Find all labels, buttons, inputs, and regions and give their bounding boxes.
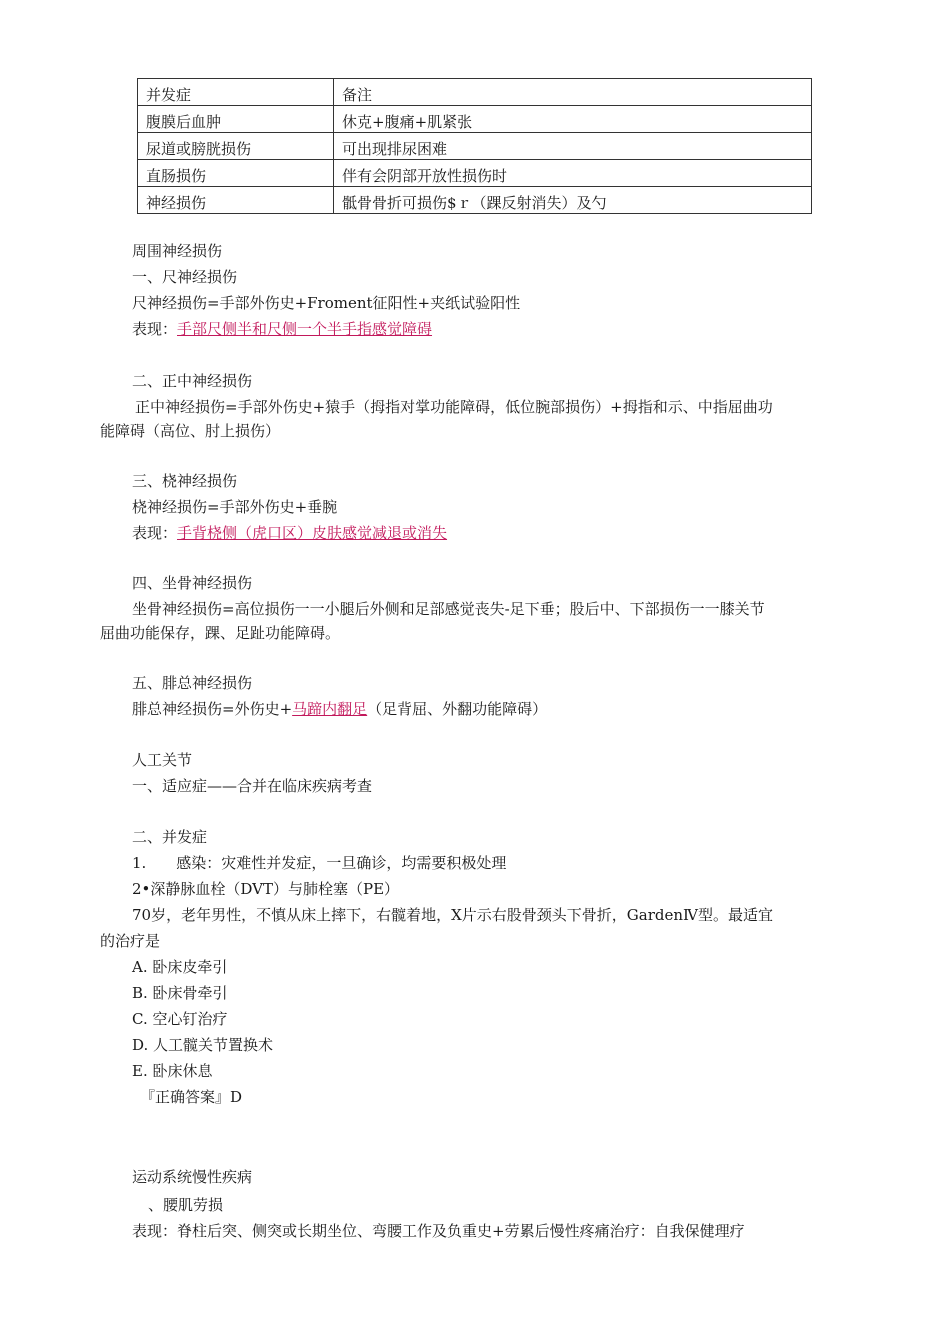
section-title-chronic: 运动系统慢性疾病 [132, 1168, 253, 1186]
lumbar-strain-line: 表现：脊柱后突、侧突或长期坐位、弯腰工作及负重史+劳累后慢性疼痛治疗：自我保健理疗 [132, 1222, 745, 1240]
table-cell: 尿道或膀胱损伤 [138, 133, 334, 160]
ulnar-sign [132, 319, 432, 339]
sciatic-text-line2: 屈曲功能保存，踝、足趾功能障碍。 [100, 624, 341, 642]
table-row [138, 133, 812, 160]
table-cell: 伴有会阴部开放性损伤时 [334, 160, 812, 187]
median-text-line1: 正中神经损伤=手部外伤史+猿手（拇指对掌功能障碍，低位腕部损伤）+拇指和示、中指屈曲功 [135, 398, 773, 416]
option-c: C. 空心钉治疗 [132, 1010, 228, 1028]
question-line1: 70岁，老年男性，不慎从床上摔下，右髋着地，X片示右股骨颈头下骨折，GardenⅣ型。最适宜 [132, 906, 773, 924]
table-cell: 骶骨骨折可损伤$ｒ（踝反射消失）及勺 [334, 187, 812, 214]
complication-item-2: 2•深静脉血栓（DVT）与肺栓塞（PE） [132, 880, 400, 898]
peroneal-heading: 五、腓总神经损伤 [132, 674, 253, 692]
peroneal-formula [132, 699, 547, 719]
radial-sign [132, 523, 447, 543]
sciatic-heading: 四、坐骨神经损伤 [132, 574, 253, 592]
option-d: D. 人工髋关节置换术 [132, 1036, 274, 1054]
table-cell: 休克+腹痛+肌紧张 [334, 106, 812, 133]
option-b: B. 卧床骨牵引 [132, 984, 228, 1002]
ulnar-heading: 一、尺神经损伤 [132, 268, 238, 286]
table-cell: 腹膜后血肿 [138, 106, 334, 133]
complication-heading: 二、并发症 [132, 828, 208, 846]
section-title-artificial-joint: 人工关节 [132, 751, 193, 769]
complications-table [137, 78, 812, 214]
table-cell: 备注 [334, 79, 812, 106]
table-cell: 并发症 [138, 79, 334, 106]
correct-answer: 『正确答案』D [140, 1088, 243, 1106]
table-cell: 直肠损伤 [138, 160, 334, 187]
radial-heading: 三、桡神经损伤 [132, 472, 238, 490]
sciatic-text-line1: 坐骨神经损伤=高位损伤一一小腿后外侧和足部感觉丧失-足下垂；股后中、下部损伤一一膝关节 [132, 600, 765, 618]
table-row [138, 106, 812, 133]
table-row [138, 79, 812, 106]
peroneal-suffix: （足背屈、外翻功能障碍） [367, 700, 548, 718]
peroneal-prefix: 腓总神经损伤=外伤史+ [132, 700, 293, 718]
indication-line: 一、适应症——合并在临床疾病考查 [132, 777, 373, 795]
ulnar-sign-highlight: 手部尺侧半和尺侧一个半手指感觉障碍 [177, 320, 433, 338]
option-e: E. 卧床休息 [132, 1062, 213, 1080]
table-cell: 神经损伤 [138, 187, 334, 214]
radial-sign-highlight: 手背桡侧（虎口区）皮肤感觉减退或消失 [177, 524, 448, 542]
option-a: A. 卧床皮牵引 [132, 958, 228, 976]
complication-item-1: 1. 感染：灾难性并发症，一旦确诊，均需要积极处理 [132, 854, 507, 872]
ulnar-formula: 尺神经损伤=手部外伤史+Froment征阳性+夹纸试验阳性 [132, 294, 521, 312]
sign-label: 表现： [132, 320, 178, 338]
table-row [138, 187, 812, 214]
median-text-line2: 能障碍（高位、肘上损伤） [100, 422, 281, 440]
question-line2: 的治疗是 [100, 932, 161, 950]
table-row [138, 160, 812, 187]
radial-formula: 桡神经损伤=手部外伤史+垂腕 [132, 498, 338, 516]
lumbar-strain-heading: 、腰肌劳损 [148, 1196, 224, 1214]
peroneal-highlight: 马蹄内翻足 [292, 700, 368, 718]
section-title-peripheral-nerve: 周围神经损伤 [132, 242, 223, 260]
table-cell: 可出现排尿困难 [334, 133, 812, 160]
median-heading: 二、正中神经损伤 [132, 372, 253, 390]
sign-label: 表现： [132, 524, 178, 542]
